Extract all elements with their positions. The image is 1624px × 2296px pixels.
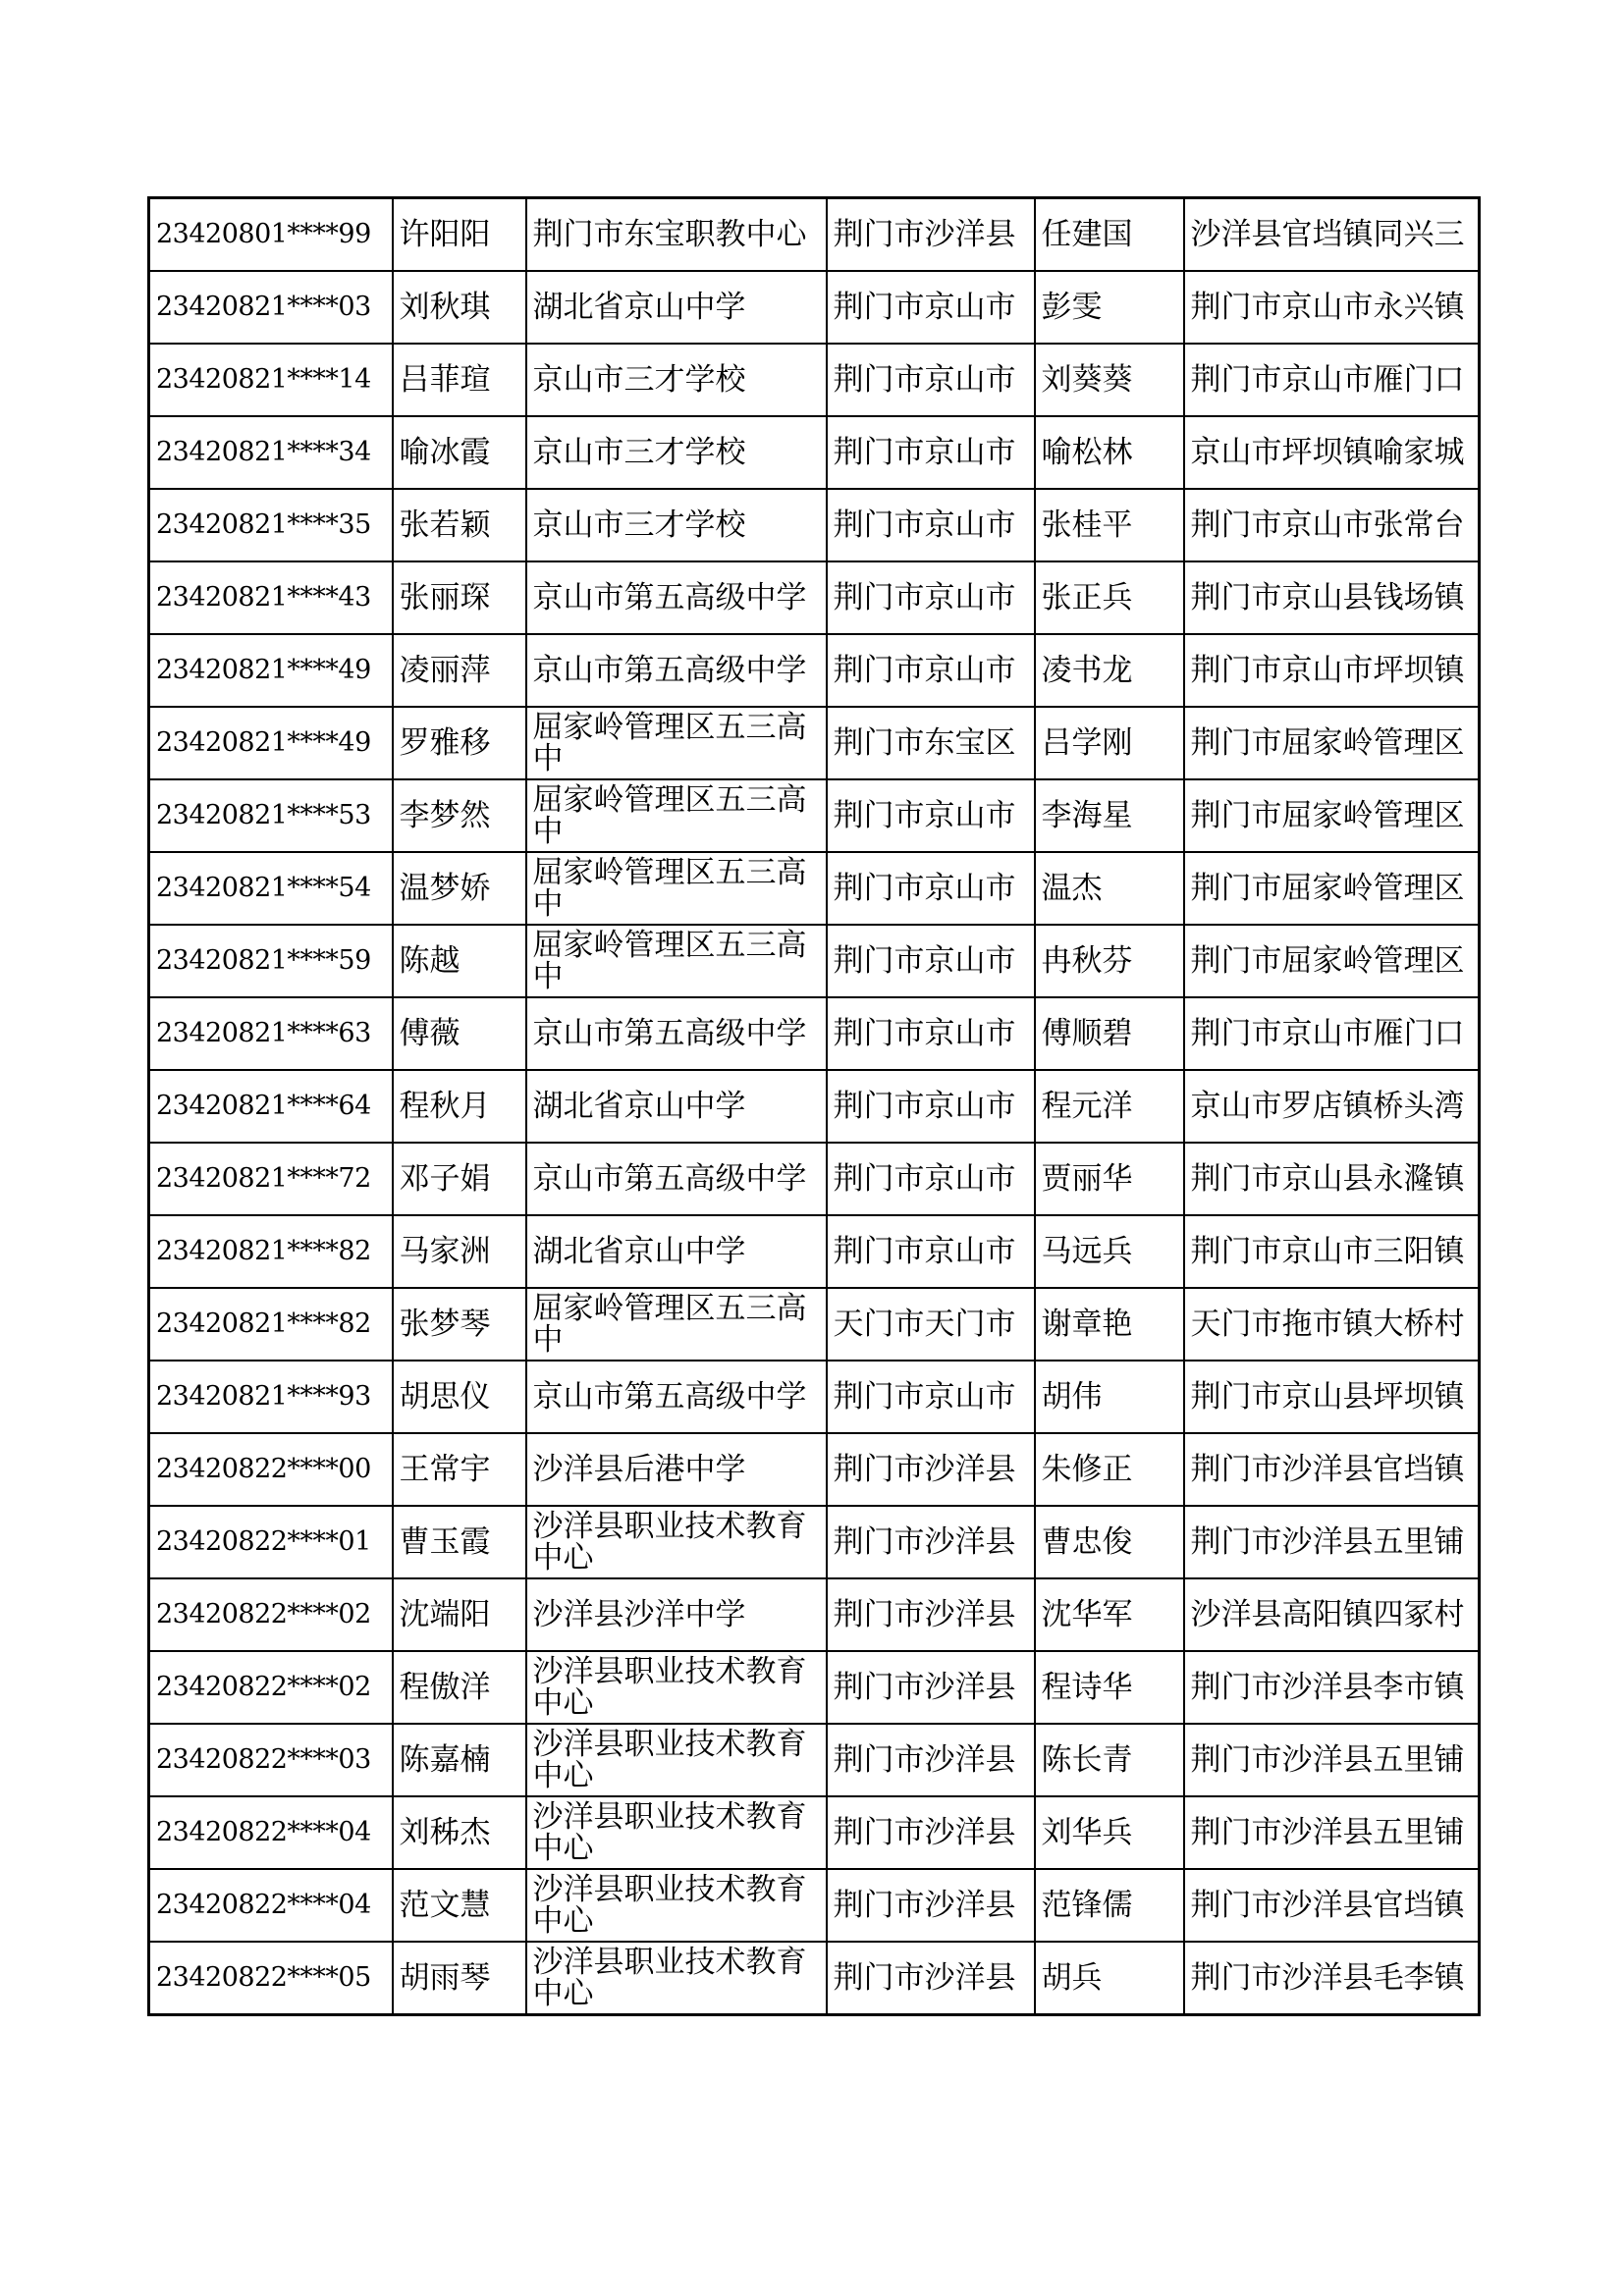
student-id-cell: 23420821****03 bbox=[149, 271, 393, 344]
address-cell: 荆门市沙洋县五里铺 bbox=[1184, 1796, 1480, 1869]
school-cell: 湖北省京山中学 bbox=[526, 1070, 827, 1143]
region-cell: 荆门市京山市 bbox=[827, 1215, 1035, 1288]
table-row bbox=[149, 416, 1480, 489]
student-id-cell: 23420821****14 bbox=[149, 344, 393, 416]
student-id-cell: 23420801****99 bbox=[149, 198, 393, 272]
address-cell: 荆门市京山市张常台 bbox=[1184, 489, 1480, 561]
region-cell: 荆门市沙洋县 bbox=[827, 1796, 1035, 1869]
guardian-name-cell: 凌书龙 bbox=[1035, 634, 1184, 707]
region-cell: 荆门市沙洋县 bbox=[827, 198, 1035, 272]
student-id-cell: 23420821****53 bbox=[149, 779, 393, 852]
guardian-name-cell: 朱修正 bbox=[1035, 1433, 1184, 1506]
student-name-cell: 陈越 bbox=[393, 925, 526, 997]
region-cell: 荆门市沙洋县 bbox=[827, 1578, 1035, 1651]
school-cell: 京山市三才学校 bbox=[526, 344, 827, 416]
table-row bbox=[149, 779, 1480, 852]
table-row bbox=[149, 344, 1480, 416]
guardian-name-cell: 范锋儒 bbox=[1035, 1869, 1184, 1942]
region-cell: 荆门市京山市 bbox=[827, 997, 1035, 1070]
student-name-cell: 沈端阳 bbox=[393, 1578, 526, 1651]
school-cell: 京山市第五高级中学 bbox=[526, 997, 827, 1070]
address-cell: 荆门市京山市坪坝镇 bbox=[1184, 634, 1480, 707]
address-cell: 荆门市京山市三阳镇 bbox=[1184, 1215, 1480, 1288]
table-row bbox=[149, 1651, 1480, 1724]
school-cell: 屈家岭管理区五三高中 bbox=[526, 779, 827, 852]
address-cell: 荆门市屈家岭管理区 bbox=[1184, 779, 1480, 852]
table-row bbox=[149, 1433, 1480, 1506]
table-row bbox=[149, 561, 1480, 634]
school-cell: 京山市第五高级中学 bbox=[526, 1361, 827, 1433]
school-cell: 湖北省京山中学 bbox=[526, 1215, 827, 1288]
student-name-cell: 温梦娇 bbox=[393, 852, 526, 925]
table-row bbox=[149, 852, 1480, 925]
school-cell: 京山市第五高级中学 bbox=[526, 561, 827, 634]
address-cell: 荆门市屈家岭管理区 bbox=[1184, 852, 1480, 925]
school-cell: 屈家岭管理区五三高中 bbox=[526, 707, 827, 779]
student-id-cell: 23420822****02 bbox=[149, 1651, 393, 1724]
student-id-cell: 23420822****03 bbox=[149, 1724, 393, 1796]
region-cell: 荆门市沙洋县 bbox=[827, 1724, 1035, 1796]
address-cell: 荆门市屈家岭管理区 bbox=[1184, 707, 1480, 779]
student-id-cell: 23420821****49 bbox=[149, 707, 393, 779]
school-cell: 京山市第五高级中学 bbox=[526, 634, 827, 707]
table-body bbox=[149, 198, 1480, 2015]
student-id-cell: 23420822****00 bbox=[149, 1433, 393, 1506]
school-cell: 屈家岭管理区五三高中 bbox=[526, 1288, 827, 1361]
guardian-name-cell: 刘葵葵 bbox=[1035, 344, 1184, 416]
address-cell: 京山市罗店镇桥头湾 bbox=[1184, 1070, 1480, 1143]
student-name-cell: 李梦然 bbox=[393, 779, 526, 852]
region-cell: 荆门市京山市 bbox=[827, 779, 1035, 852]
student-name-cell: 张梦琴 bbox=[393, 1288, 526, 1361]
school-cell: 湖北省京山中学 bbox=[526, 271, 827, 344]
address-cell: 沙洋县高阳镇四冢村 bbox=[1184, 1578, 1480, 1651]
table-row bbox=[149, 1143, 1480, 1215]
region-cell: 荆门市京山市 bbox=[827, 489, 1035, 561]
school-cell: 屈家岭管理区五三高中 bbox=[526, 852, 827, 925]
guardian-name-cell: 喻松林 bbox=[1035, 416, 1184, 489]
student-name-cell: 陈嘉楠 bbox=[393, 1724, 526, 1796]
address-cell: 荆门市沙洋县五里铺 bbox=[1184, 1724, 1480, 1796]
guardian-name-cell: 陈长青 bbox=[1035, 1724, 1184, 1796]
address-cell: 荆门市沙洋县毛李镇 bbox=[1184, 1942, 1480, 2015]
student-aid-table bbox=[147, 196, 1481, 2016]
student-name-cell: 凌丽萍 bbox=[393, 634, 526, 707]
student-name-cell: 喻冰霞 bbox=[393, 416, 526, 489]
school-cell: 荆门市东宝职教中心 bbox=[526, 198, 827, 272]
student-name-cell: 胡思仪 bbox=[393, 1361, 526, 1433]
student-id-cell: 23420821****64 bbox=[149, 1070, 393, 1143]
address-cell: 京山市坪坝镇喻家城 bbox=[1184, 416, 1480, 489]
student-name-cell: 刘秭杰 bbox=[393, 1796, 526, 1869]
student-id-cell: 23420821****82 bbox=[149, 1215, 393, 1288]
table-row bbox=[149, 1578, 1480, 1651]
student-id-cell: 23420821****63 bbox=[149, 997, 393, 1070]
guardian-name-cell: 冉秋芬 bbox=[1035, 925, 1184, 997]
address-cell: 荆门市沙洋县官垱镇 bbox=[1184, 1433, 1480, 1506]
table-row bbox=[149, 1070, 1480, 1143]
guardian-name-cell: 沈华军 bbox=[1035, 1578, 1184, 1651]
guardian-name-cell: 李海星 bbox=[1035, 779, 1184, 852]
school-cell: 沙洋县职业技术教育中心 bbox=[526, 1942, 827, 2015]
table-row bbox=[149, 1869, 1480, 1942]
school-cell: 沙洋县职业技术教育中心 bbox=[526, 1651, 827, 1724]
student-name-cell: 曹玉霞 bbox=[393, 1506, 526, 1578]
student-id-cell: 23420822****02 bbox=[149, 1578, 393, 1651]
student-id-cell: 23420822****04 bbox=[149, 1796, 393, 1869]
school-cell: 京山市三才学校 bbox=[526, 489, 827, 561]
student-name-cell: 邓子娟 bbox=[393, 1143, 526, 1215]
address-cell: 荆门市京山市雁门口 bbox=[1184, 997, 1480, 1070]
student-id-cell: 23420822****04 bbox=[149, 1869, 393, 1942]
region-cell: 荆门市沙洋县 bbox=[827, 1942, 1035, 2015]
student-name-cell: 许阳阳 bbox=[393, 198, 526, 272]
region-cell: 荆门市京山市 bbox=[827, 1070, 1035, 1143]
address-cell: 荆门市沙洋县李市镇 bbox=[1184, 1651, 1480, 1724]
student-id-cell: 23420822****01 bbox=[149, 1506, 393, 1578]
school-cell: 沙洋县沙洋中学 bbox=[526, 1578, 827, 1651]
region-cell: 荆门市东宝区 bbox=[827, 707, 1035, 779]
guardian-name-cell: 谢章艳 bbox=[1035, 1288, 1184, 1361]
region-cell: 荆门市沙洋县 bbox=[827, 1506, 1035, 1578]
address-cell: 沙洋县官垱镇同兴三 bbox=[1184, 198, 1480, 272]
student-id-cell: 23420821****72 bbox=[149, 1143, 393, 1215]
region-cell: 荆门市沙洋县 bbox=[827, 1869, 1035, 1942]
student-name-cell: 刘秋琪 bbox=[393, 271, 526, 344]
student-name-cell: 傅薇 bbox=[393, 997, 526, 1070]
student-id-cell: 23420821****34 bbox=[149, 416, 393, 489]
student-name-cell: 张丽琛 bbox=[393, 561, 526, 634]
address-cell: 荆门市京山县坪坝镇 bbox=[1184, 1361, 1480, 1433]
table-row bbox=[149, 707, 1480, 779]
region-cell: 荆门市京山市 bbox=[827, 561, 1035, 634]
address-cell: 荆门市沙洋县官垱镇 bbox=[1184, 1869, 1480, 1942]
table-row bbox=[149, 1506, 1480, 1578]
table-row bbox=[149, 925, 1480, 997]
school-cell: 沙洋县职业技术教育中心 bbox=[526, 1506, 827, 1578]
table-row bbox=[149, 271, 1480, 344]
student-id-cell: 23420821****59 bbox=[149, 925, 393, 997]
region-cell: 荆门市京山市 bbox=[827, 1361, 1035, 1433]
guardian-name-cell: 马远兵 bbox=[1035, 1215, 1184, 1288]
student-id-cell: 23420821****82 bbox=[149, 1288, 393, 1361]
school-cell: 沙洋县后港中学 bbox=[526, 1433, 827, 1506]
guardian-name-cell: 胡兵 bbox=[1035, 1942, 1184, 2015]
guardian-name-cell: 温杰 bbox=[1035, 852, 1184, 925]
student-name-cell: 王常宇 bbox=[393, 1433, 526, 1506]
guardian-name-cell: 胡伟 bbox=[1035, 1361, 1184, 1433]
student-name-cell: 胡雨琴 bbox=[393, 1942, 526, 2015]
table-row bbox=[149, 634, 1480, 707]
guardian-name-cell: 彭雯 bbox=[1035, 271, 1184, 344]
student-id-cell: 23420821****49 bbox=[149, 634, 393, 707]
table-row bbox=[149, 1796, 1480, 1869]
school-cell: 屈家岭管理区五三高中 bbox=[526, 925, 827, 997]
student-name-cell: 张若颖 bbox=[393, 489, 526, 561]
address-cell: 荆门市京山市永兴镇 bbox=[1184, 271, 1480, 344]
school-cell: 沙洋县职业技术教育中心 bbox=[526, 1796, 827, 1869]
student-name-cell: 吕菲瑄 bbox=[393, 344, 526, 416]
school-cell: 京山市三才学校 bbox=[526, 416, 827, 489]
guardian-name-cell: 吕学刚 bbox=[1035, 707, 1184, 779]
table-row bbox=[149, 997, 1480, 1070]
region-cell: 荆门市沙洋县 bbox=[827, 1651, 1035, 1724]
guardian-name-cell: 刘华兵 bbox=[1035, 1796, 1184, 1869]
region-cell: 荆门市京山市 bbox=[827, 416, 1035, 489]
guardian-name-cell: 傅顺碧 bbox=[1035, 997, 1184, 1070]
student-id-cell: 23420821****93 bbox=[149, 1361, 393, 1433]
region-cell: 荆门市京山市 bbox=[827, 852, 1035, 925]
student-name-cell: 罗雅移 bbox=[393, 707, 526, 779]
address-cell: 荆门市京山县钱场镇 bbox=[1184, 561, 1480, 634]
table-row bbox=[149, 1361, 1480, 1433]
region-cell: 荆门市京山市 bbox=[827, 634, 1035, 707]
guardian-name-cell: 贾丽华 bbox=[1035, 1143, 1184, 1215]
address-cell: 荆门市京山市雁门口 bbox=[1184, 344, 1480, 416]
guardian-name-cell: 曹忠俊 bbox=[1035, 1506, 1184, 1578]
table-row bbox=[149, 198, 1480, 272]
address-cell: 荆门市京山县永漋镇 bbox=[1184, 1143, 1480, 1215]
student-id-cell: 23420821****43 bbox=[149, 561, 393, 634]
student-id-cell: 23420822****05 bbox=[149, 1942, 393, 2015]
region-cell: 荆门市京山市 bbox=[827, 925, 1035, 997]
region-cell: 荆门市沙洋县 bbox=[827, 1433, 1035, 1506]
guardian-name-cell: 张桂平 bbox=[1035, 489, 1184, 561]
student-id-cell: 23420821****54 bbox=[149, 852, 393, 925]
student-name-cell: 程秋月 bbox=[393, 1070, 526, 1143]
guardian-name-cell: 任建国 bbox=[1035, 198, 1184, 272]
table-row bbox=[149, 1724, 1480, 1796]
address-cell: 荆门市屈家岭管理区 bbox=[1184, 925, 1480, 997]
student-name-cell: 范文慧 bbox=[393, 1869, 526, 1942]
address-cell: 天门市拖市镇大桥村 bbox=[1184, 1288, 1480, 1361]
guardian-name-cell: 张正兵 bbox=[1035, 561, 1184, 634]
guardian-name-cell: 程元洋 bbox=[1035, 1070, 1184, 1143]
school-cell: 京山市第五高级中学 bbox=[526, 1143, 827, 1215]
school-cell: 沙洋县职业技术教育中心 bbox=[526, 1724, 827, 1796]
table-row bbox=[149, 1942, 1480, 2015]
guardian-name-cell: 程诗华 bbox=[1035, 1651, 1184, 1724]
region-cell: 荆门市京山市 bbox=[827, 1143, 1035, 1215]
student-name-cell: 马家洲 bbox=[393, 1215, 526, 1288]
region-cell: 荆门市京山市 bbox=[827, 344, 1035, 416]
region-cell: 荆门市京山市 bbox=[827, 271, 1035, 344]
address-cell: 荆门市沙洋县五里铺 bbox=[1184, 1506, 1480, 1578]
school-cell: 沙洋县职业技术教育中心 bbox=[526, 1869, 827, 1942]
region-cell: 天门市天门市 bbox=[827, 1288, 1035, 1361]
table-row bbox=[149, 1215, 1480, 1288]
student-name-cell: 程傲洋 bbox=[393, 1651, 526, 1724]
table-row bbox=[149, 1288, 1480, 1361]
table-row bbox=[149, 489, 1480, 561]
student-id-cell: 23420821****35 bbox=[149, 489, 393, 561]
